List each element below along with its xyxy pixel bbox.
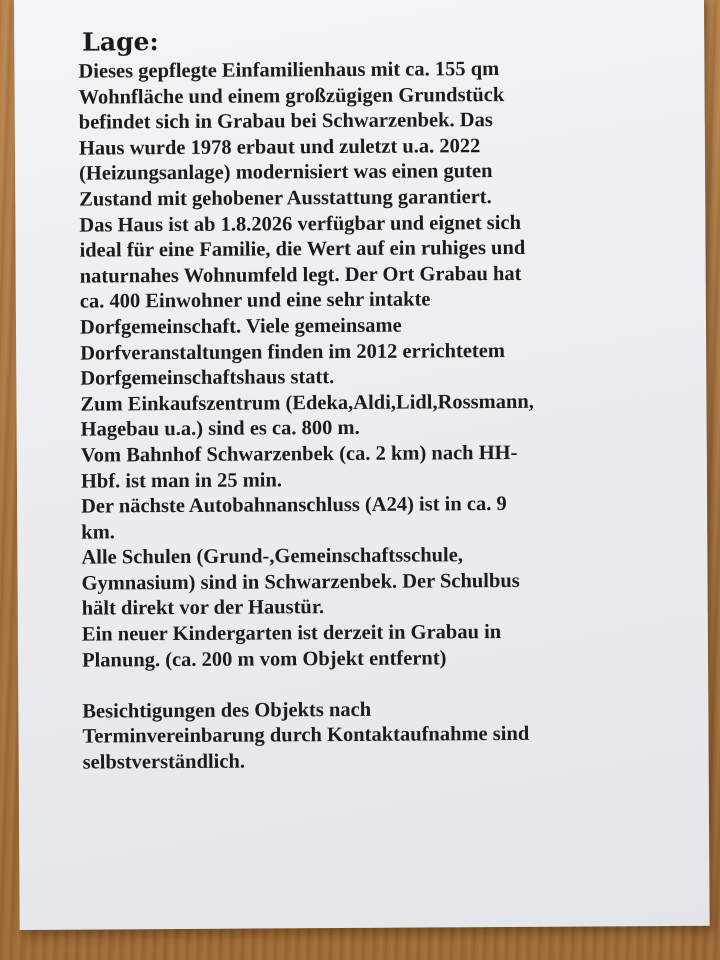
text-line: Dorfveranstaltungen finden im 2012 errichtetem [80, 339, 505, 365]
text-line: Planung. (ca. 200 m vom Objekt entfernt) [81, 647, 447, 672]
text-line: befindet sich in Grabau bei Schwarzenbek. Das [78, 109, 493, 134]
text-line: Gymnasium) sind in Schwarzenbek. Der Schulbus [81, 569, 520, 595]
body-text [78, 56, 702, 776]
text-line: Alle Schulen (Grund-,Gemeinschaftsschule, [81, 544, 464, 569]
text-line: Zustand mit gehobener Ausstattung garantiert. [79, 186, 492, 211]
paper-sheet [14, 0, 710, 930]
text-line: Der nächste Autobahnanschluss (A24) ist in ca. 9 [81, 493, 507, 518]
paragraph-gap [82, 670, 702, 699]
text-line: ca. 400 Einwohner und eine sehr intakte [79, 288, 431, 313]
text-line: Hagebau u.a.) sind es ca. 800 m. [80, 417, 360, 441]
text-line: Terminvereinbarung durch Kontaktaufnahme sind [82, 723, 530, 749]
text-line: Hbf. ist man in 25 min. [80, 468, 283, 493]
text-line: Wohnfläche und einem großzügigen Grundstück [78, 83, 505, 109]
text-line: naturnahes Wohnumfeld legt. Der Ort Grabau hat [79, 262, 522, 288]
text-line: Vom Bahnhof Schwarzenbek (ca. 2 km) nach HH- [80, 441, 518, 467]
text-line: hält direkt vor der Haustür. [81, 596, 325, 621]
text-line: km. [81, 521, 115, 544]
text-line: selbstverständlich. [82, 750, 246, 774]
text-line: (Heizungsanlage) modernisiert was einen guten [78, 160, 493, 185]
text-line: ideal für eine Familie, die Wert auf ein ruhiges und [79, 237, 526, 262]
text-line: Das Haus ist ab 1.8.2026 verfügbar und eignet sich [79, 211, 521, 237]
text-line: Dorfgemeinschaftshaus statt. [80, 366, 335, 390]
text-line: Dieses gepflegte Einfamilienhaus mit ca. 155 qm [78, 58, 500, 83]
text-line: Besichtigungen des Objekts nach [82, 698, 372, 723]
text-line: Dorfgemeinschaft. Viele gemeinsame [79, 314, 402, 339]
text-line: Haus wurde 1978 erbaut und zuletzt u.a. 2022 [78, 134, 481, 160]
heading: Lage: [82, 27, 159, 57]
text-line: Ein neuer Kindergarten ist derzeit in Grabau in [81, 621, 502, 646]
text-line: Zum Einkaufszentrum (Edeka,Aldi,Lidl,Rossmann, [80, 390, 534, 416]
